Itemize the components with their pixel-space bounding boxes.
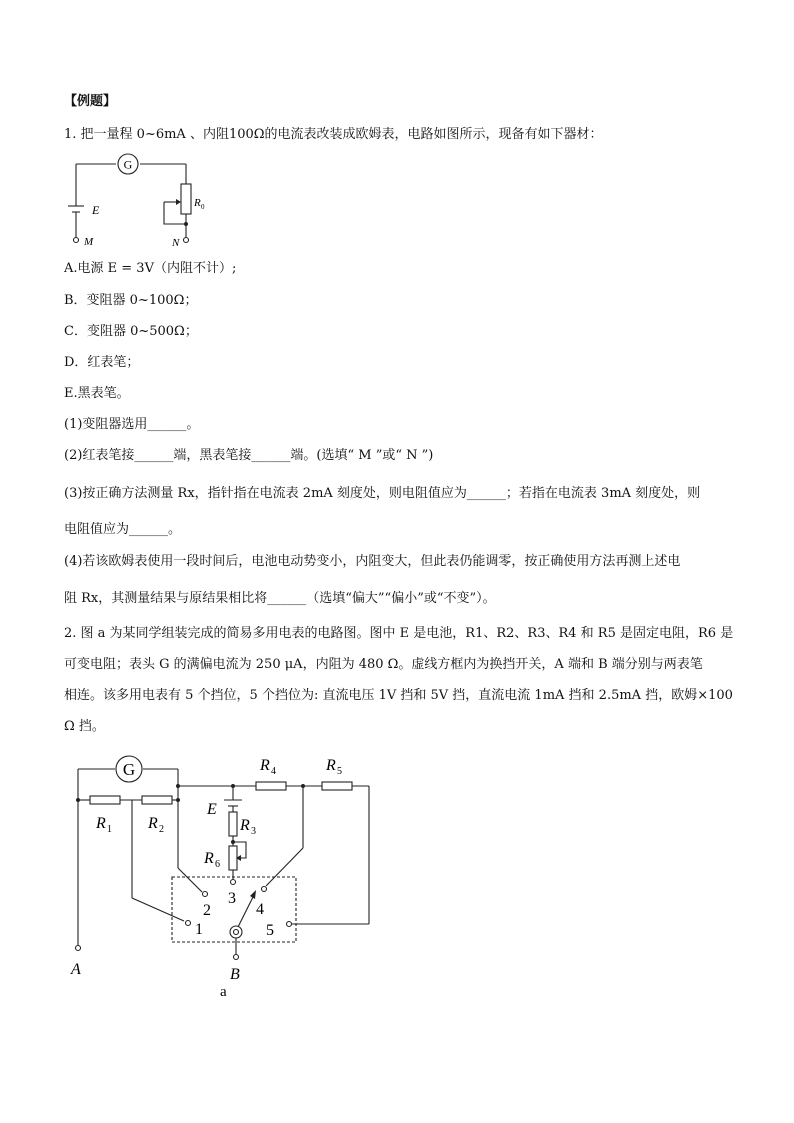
q1-option-e: E.黑表笔。 [64, 386, 130, 401]
q1-part-4-line1: (4)若该欧姆表使用一段时间后，电池电动势变小，内阻变大，但此表仍能调零，按正确使用方法再测上述电 [64, 554, 681, 569]
q2-line1: 2. 图 a 为某同学组装完成的简易多用电表的电路图。图中 E 是电池，R1、R2、R3、R4 和 R5 是固定电阻，R6 是 [64, 626, 734, 641]
switch-position-2: 2 [203, 902, 211, 919]
terminal-n-label: N [172, 237, 180, 249]
q2-line3: 相连。该多用电表有 5 个挡位，5 个挡位为: 直流电压 1V 挡和 5V 挡，直流电流 1mA 挡和 2.5mA 挡，欧姆×100 [64, 688, 733, 703]
terminal-b-label: B [230, 966, 240, 983]
q2-line2: 可变电阻；表头 G 的满偏电流为 250 μA，内阻为 480 Ω。虚线方框内为换挡开关，A 端和 B 端分别与两表笔 [64, 657, 703, 672]
q1-part-1: (1)变阻器选用______。 [64, 417, 200, 432]
q1-option-d: D．红表笔； [64, 355, 140, 370]
figure-caption: a [220, 984, 227, 1000]
terminal-m-label: M [84, 236, 94, 248]
r3-label: R [240, 817, 250, 834]
r5-label-sub: 5 [337, 766, 342, 777]
battery-label: E [92, 203, 100, 217]
switch-position-5: 5 [266, 922, 274, 939]
q1-part-3-line2: 电阻值应为______。 [64, 522, 182, 537]
q1-option-b: B．变阻器 0~100Ω； [64, 293, 198, 308]
battery-label: E [207, 801, 217, 818]
section-header: 【例题】 [64, 94, 117, 109]
r3-label-sub: 3 [251, 826, 256, 837]
q1-stem: 1. 把一量程 0~6mA 、内阻100Ω的电流表改装成欧姆表，电路如图所示，现备有如下器材： [64, 127, 603, 142]
q1-part-3-line1: (3)按正确方法测量 Rx，指针指在电流表 2mA 刻度处，则电阻值应为______；若指在电流表 3mA 刻度处，则 [64, 486, 701, 501]
r6-label: R [204, 850, 214, 867]
q1-option-a: A.电源 E = 3V（内阻不计）; [64, 261, 237, 276]
terminal-a-label: A [71, 961, 81, 978]
r5-label: R [326, 757, 336, 774]
r1-label: R [96, 815, 106, 832]
q1-option-c: C．变阻器 0~500Ω； [64, 324, 198, 339]
r2-label-sub: 2 [159, 824, 164, 835]
switch-position-1: 1 [195, 921, 203, 938]
galvanometer-label: G [123, 157, 133, 172]
r4-label: R [260, 757, 270, 774]
galvanometer-label: G [122, 760, 136, 779]
q1-circuit-diagram [64, 150, 204, 250]
q2-line4: Ω 挡。 [64, 719, 105, 734]
switch-position-3: 3 [228, 890, 236, 907]
q2-multimeter-circuit-diagram [60, 750, 380, 1000]
switch-position-4: 4 [256, 901, 264, 918]
r6-label-sub: 6 [215, 859, 220, 870]
r4-label-sub: 4 [271, 766, 276, 777]
q1-part-2: (2)红表笔接______端，黑表笔接______端。(选填“ M ”或“ N ”) [64, 448, 434, 463]
rheostat-label: R [194, 197, 201, 209]
r2-label: R [148, 815, 158, 832]
rheostat-label-sub: 0 [201, 203, 205, 211]
q1-part-4-line2: 阻 Rx，其测量结果与原结果相比将______（选填“偏大”“偏小”或“不变”）。 [64, 591, 496, 606]
r1-label-sub: 1 [107, 824, 112, 835]
